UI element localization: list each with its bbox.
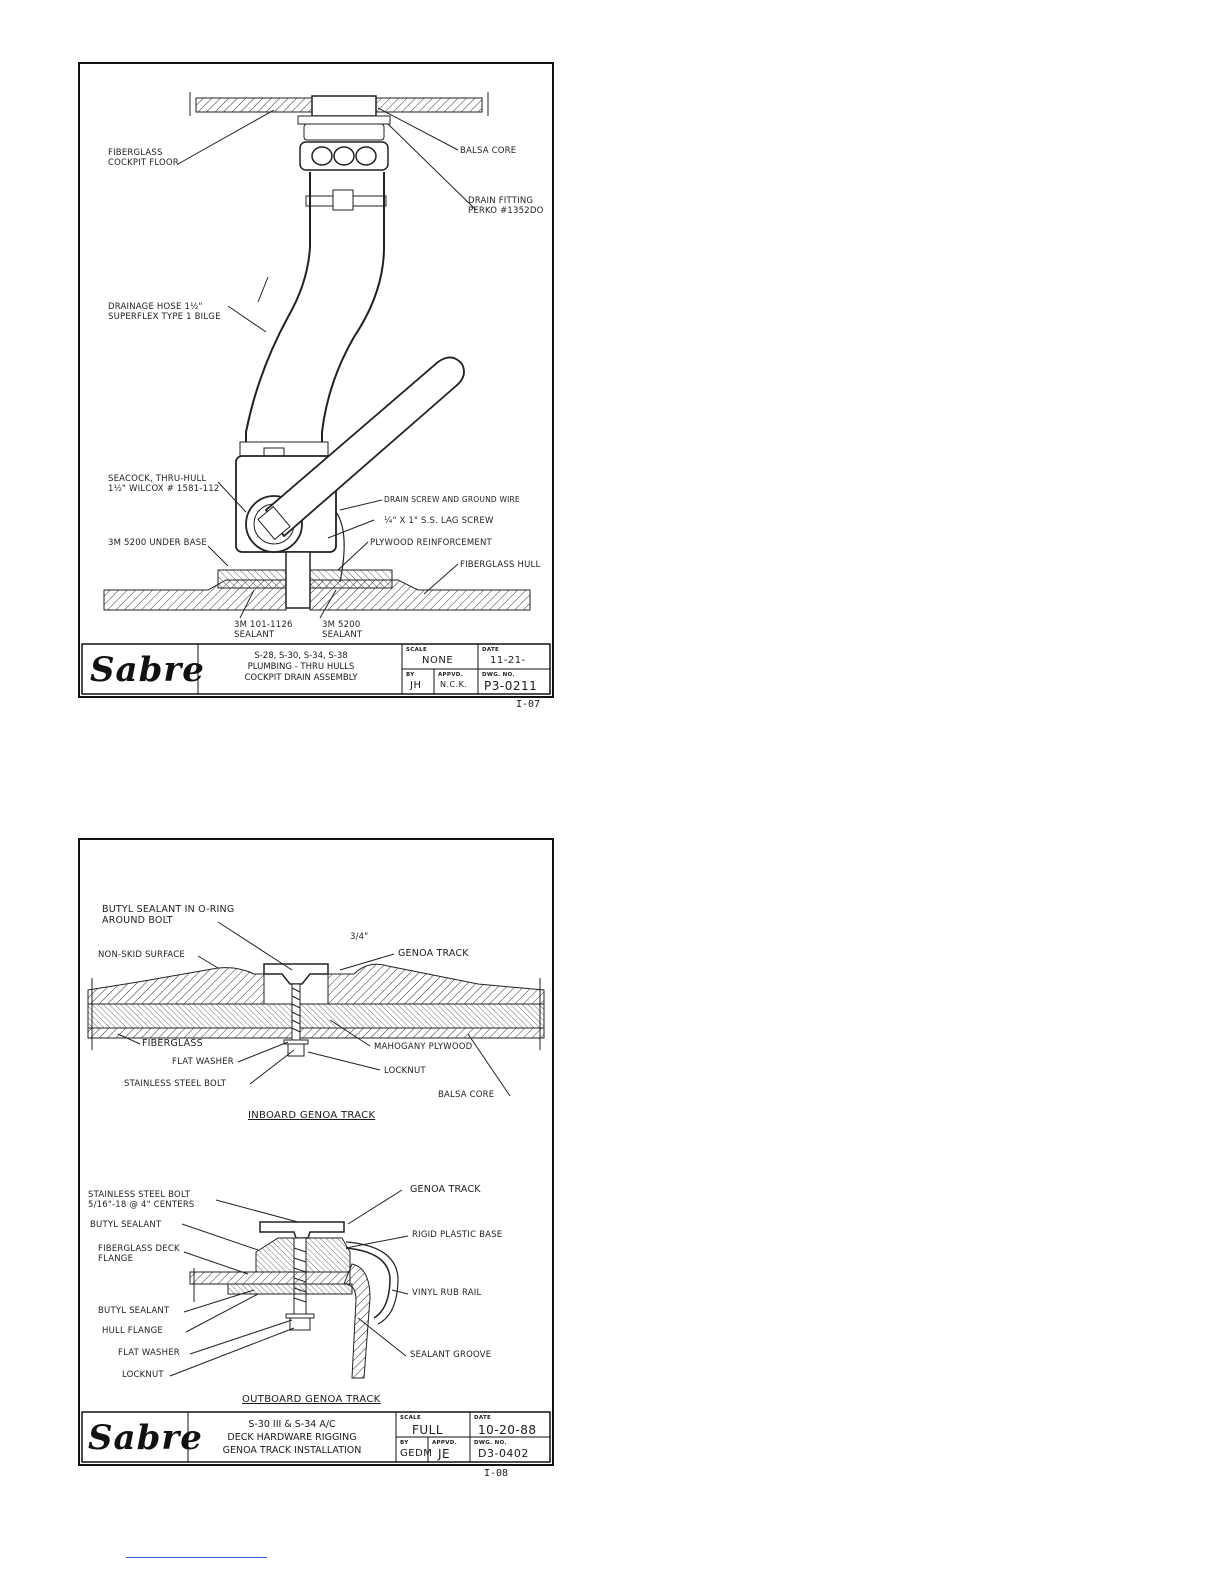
footer-link-underline[interactable] [126,1557,267,1558]
scale-caption: SCALE [406,647,428,653]
label-vinyl-rub: VINYL RUB RAIL [412,1288,482,1298]
label-rigid-base: RIGID PLASTIC BASE [412,1230,503,1240]
label-flat-washer-2: FLAT WASHER [118,1348,180,1358]
label-ss-bolt: STAINLESS STEEL BOLT [124,1079,227,1089]
scale-caption-2: SCALE [400,1415,422,1421]
inboard-section-title: INBOARD GENOA TRACK [248,1110,376,1121]
label-butyl-sealant-2: BUTYL SEALANT [98,1306,170,1316]
label-drain-fitting: DRAIN FITTING PERKO #1352DO [468,196,544,216]
by-caption: BY [406,672,415,678]
date-caption-2: DATE [474,1415,492,1421]
label-butyl-oring: BUTYL SEALANT IN O-RING AROUND BOLT [102,904,235,926]
drawing-title: S-28, S-30, S-34, S-38 PLUMBING - THRU HULLS COCKPIT DRAIN ASSEMBLY [244,651,358,683]
sabre-logo-2: Sabre [88,1418,203,1458]
label-sealant-groove: SEALANT GROOVE [410,1350,492,1360]
appvd-value: N.C.K. [440,680,468,689]
drawing-title-2: S-30 III & S-34 A/C DECK HARDWARE RIGGING GENOA TRACK INSTALLATION [222,1419,362,1456]
appvd-caption: APPVD. [438,672,464,678]
label-butyl-sealant: BUTYL SEALANT [90,1220,162,1230]
label-genoa-track-bottom: GENOA TRACK [410,1184,481,1195]
by-value: JH [410,680,422,691]
sabre-logo: Sabre [90,650,205,690]
label-lag-screw: ¼" X 1" S.S. LAG SCREW [384,516,494,526]
page-number-2: I-08 [484,1468,509,1479]
label-balsa-core: BALSA CORE [460,146,517,156]
label-drainage-hose: DRAINAGE HOSE 1½" SUPERFLEX TYPE 1 BILGE [108,302,221,322]
dwg-caption: DWG. NO. [482,672,515,678]
label-3m-under-base: 3M 5200 UNDER BASE [108,538,207,548]
by-value-2: GEDM [400,1448,433,1459]
label-locknut-2: LOCKNUT [122,1370,164,1380]
date-caption: DATE [482,647,500,653]
scale-value: NONE [422,655,454,666]
label-sealant-2: 3M 5200 SEALANT [322,620,363,640]
label-fiberglass: FIBERGLASS [142,1038,203,1049]
label-fiberglass-hull: FIBERGLASS HULL [460,560,541,570]
appvd-caption-2: APPVD. [432,1440,458,1446]
label-deck-flange: FIBERGLASS DECK FLANGE [98,1244,180,1264]
label-mahogany: MAHOGANY PLYWOOD [374,1042,473,1052]
label-genoa-track-top: GENOA TRACK [398,948,469,959]
label-fiberglass-floor: FIBERGLASS COCKPIT FLOOR [108,148,179,168]
label-sealant-1: 3M 101-1126 SEALANT [234,620,293,640]
by-caption-2: BY [400,1440,409,1446]
outboard-section-title: OUTBOARD GENOA TRACK [242,1394,381,1405]
label-locknut: LOCKNUT [384,1066,426,1076]
genoa-track-drawing [78,838,554,1466]
appvd-value-2: JE [438,1447,451,1461]
dwg-caption-2: DWG. NO. [474,1440,507,1446]
label-hull-flange: HULL FLANGE [102,1326,163,1336]
dwg-value: P3-0211 [484,679,538,693]
label-seacock: SEACOCK, THRU-HULL 1½" WILCOX # 1581-112 [108,474,220,494]
label-flat-washer: FLAT WASHER [172,1057,234,1067]
date-value-2: 10-20-88 [478,1423,537,1437]
page-number-1: I-07 [516,699,541,710]
scale-value-2: FULL [412,1423,444,1437]
label-plywood: PLYWOOD REINFORCEMENT [370,538,492,548]
label-dimension: 3/4" [350,932,369,942]
label-ss-bolt-spec: STAINLESS STEEL BOLT 5/16"-18 @ 4" CENTERS [88,1190,195,1210]
dwg-value-2: D3-0402 [478,1447,529,1460]
cockpit-drain-drawing [78,62,554,698]
label-non-skid: NON-SKID SURFACE [98,950,186,960]
date-value: 11-21- [490,655,526,666]
label-balsa: BALSA CORE [438,1090,495,1100]
label-drain-screw: DRAIN SCREW AND GROUND WIRE [384,495,520,504]
